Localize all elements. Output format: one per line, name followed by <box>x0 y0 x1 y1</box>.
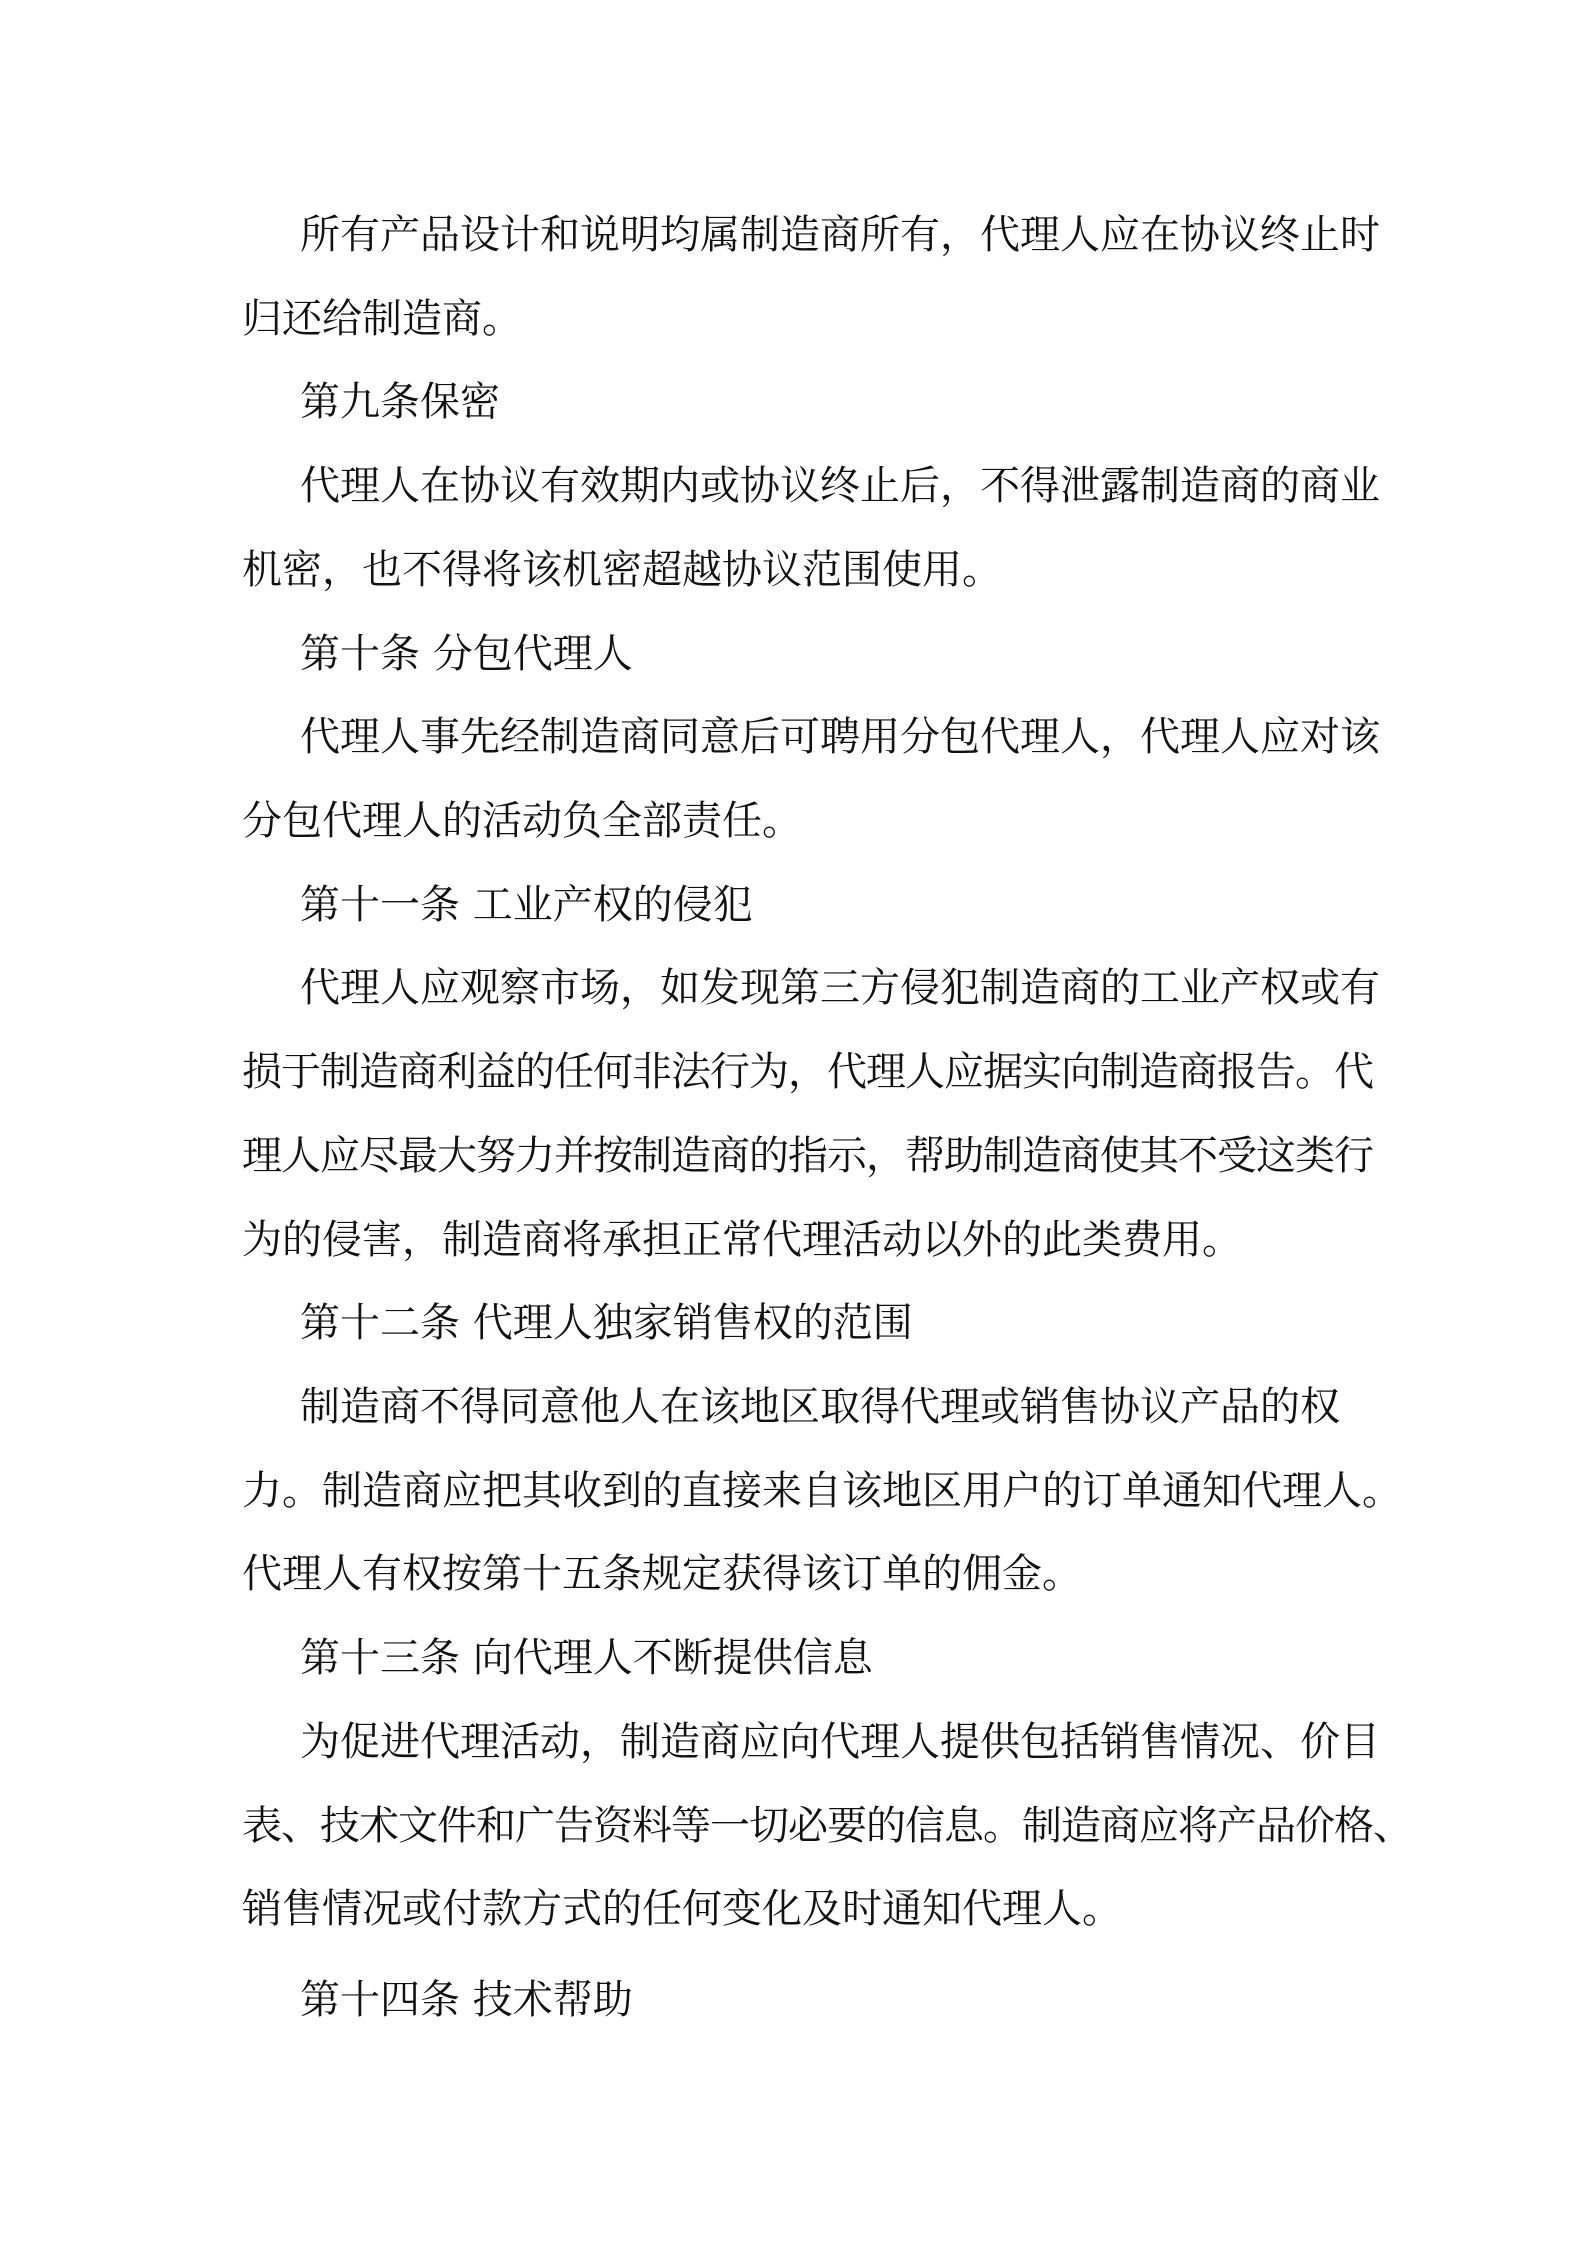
article-heading: 第十三条 向代理人不断提供信息 <box>300 1635 873 1681</box>
paragraph-line: 机密，也不得将该机密超越协议范围使用。 <box>242 547 1002 593</box>
paragraph-line: 分包代理人的活动负全部责任。 <box>242 798 802 844</box>
paragraph-line: 制造商不得同意他人在该地区取得代理或销售协议产品的权 <box>300 1384 1340 1430</box>
paragraph-line: 为的侵害，制造商将承担正常代理活动以外的此类费用。 <box>242 1217 1242 1263</box>
paragraph-line: 表、技术文件和广告资料等一切必要的信息。制造商应将产品价格、 <box>242 1803 1412 1849</box>
paragraph-line: 代理人在协议有效期内或协议终止后，不得泄露制造商的商业 <box>300 463 1380 509</box>
paragraph-line: 理人应尽最大努力并按制造商的指示，帮助制造商使其不受这类行 <box>242 1133 1373 1179</box>
paragraph-line: 代理人应观察市场，如发现第三方侵犯制造商的工业产权或有 <box>300 965 1380 1011</box>
paragraph-line: 力。制造商应把其收到的直接来自该地区用户的订单通知代理人。 <box>242 1468 1402 1514</box>
article-heading: 第九条保密 <box>300 379 500 425</box>
article-heading: 第十条 分包代理人 <box>300 631 633 677</box>
article-heading: 第十一条 工业产权的侵犯 <box>300 882 753 928</box>
paragraph-line: 归还给制造商。 <box>242 296 522 342</box>
paragraph-line: 所有产品设计和说明均属制造商所有，代理人应在协议终止时 <box>300 212 1380 258</box>
paragraph-line: 为促进代理活动，制造商应向代理人提供包括销售情况、价目 <box>300 1719 1380 1765</box>
paragraph-line: 销售情况或付款方式的任何变化及时通知代理人。 <box>242 1886 1122 1932</box>
article-heading: 第十二条 代理人独家销售权的范围 <box>300 1300 913 1346</box>
paragraph-line: 损于制造商利益的任何非法行为，代理人应据实向制造商报告。代 <box>242 1049 1373 1095</box>
paragraph-line: 代理人有权按第十五条规定获得该订单的佣金。 <box>242 1551 1082 1597</box>
article-heading: 第十四条 技术帮助 <box>300 1977 633 2023</box>
paragraph-line: 代理人事先经制造商同意后可聘用分包代理人，代理人应对该 <box>300 714 1380 760</box>
